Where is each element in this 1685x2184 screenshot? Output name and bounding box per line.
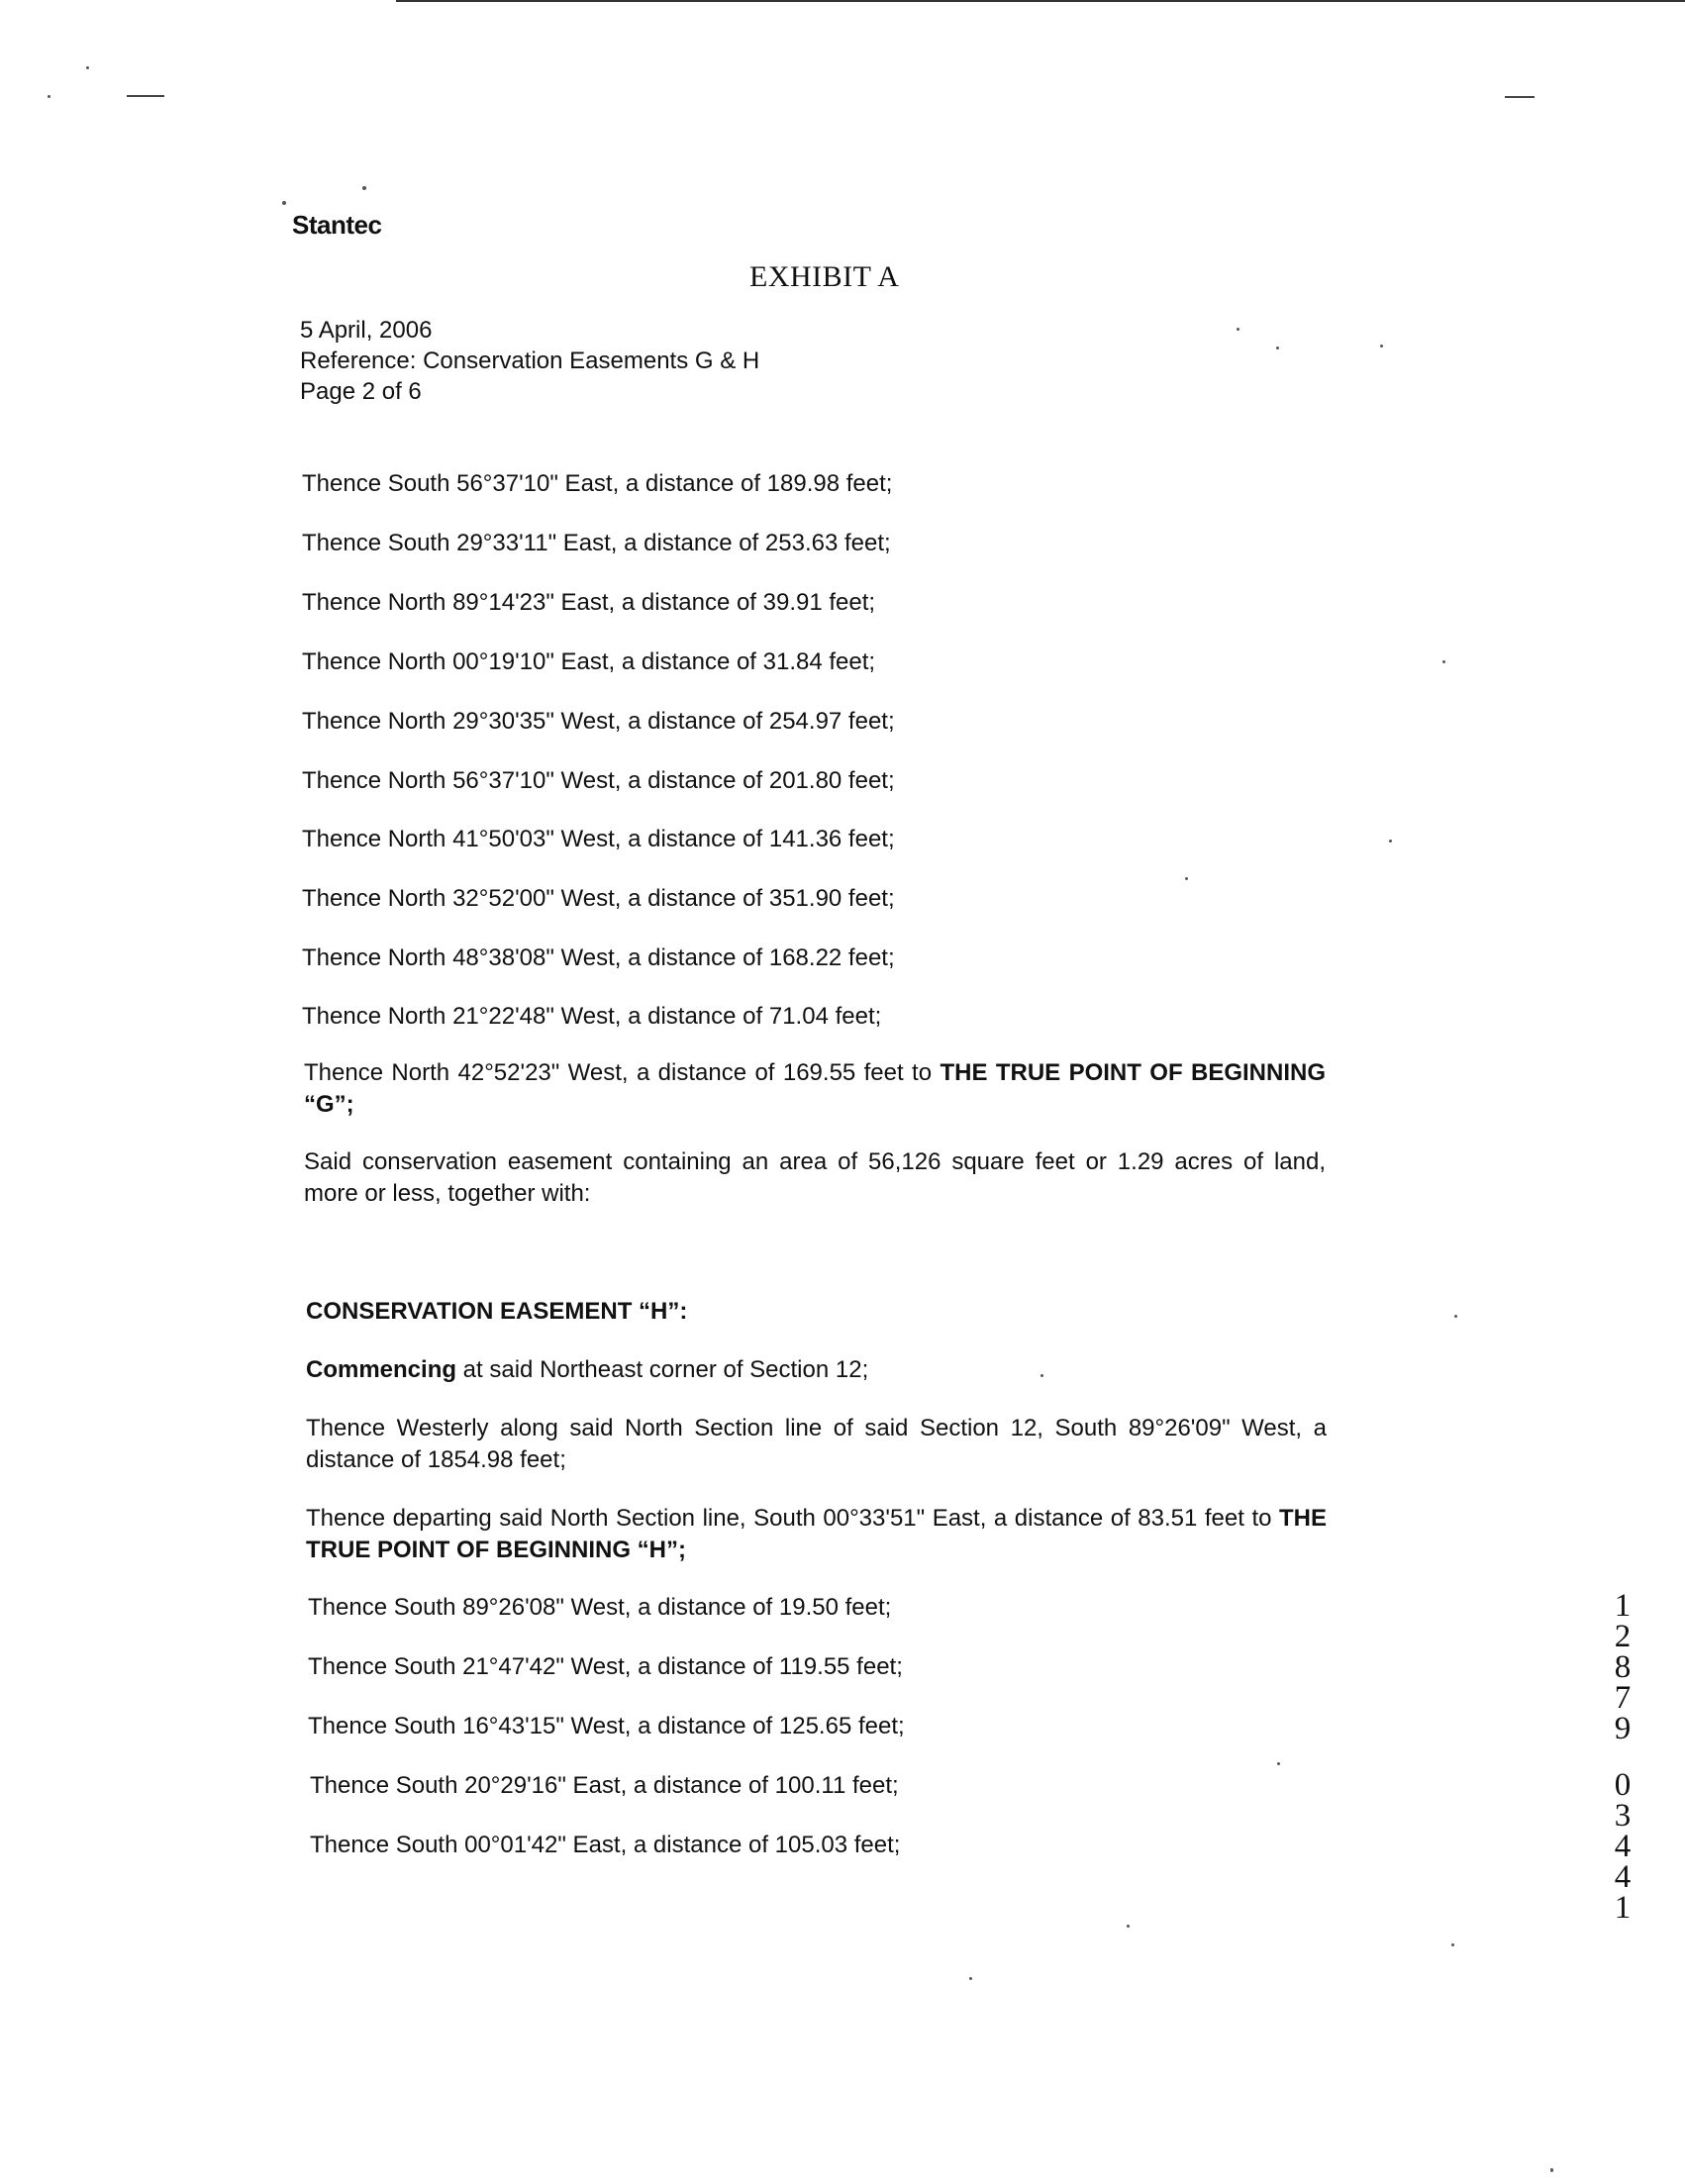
scan-artifact xyxy=(1451,1943,1454,1946)
course-line: Thence North 48°38'08" West, a distance of 168.22 feet; xyxy=(302,944,895,971)
scan-top-edge xyxy=(396,0,1685,2)
stamp-digit: 9 xyxy=(1614,1711,1632,1746)
scan-artifact xyxy=(1237,328,1239,331)
stamp-digit: 3 xyxy=(1614,1798,1632,1834)
course-line: Thence North 56°37'10" West, a distance of 201.80 feet; xyxy=(302,767,895,794)
stamp-digit: 1 xyxy=(1614,1890,1632,1926)
course-line: Thence South 16°43'15" West, a distance of 125.65 feet; xyxy=(308,1713,905,1739)
departing-text: Thence departing said North Section line, South 00°33'51" East, a distance of 83.51 feet to xyxy=(306,1505,1279,1532)
commencing-line xyxy=(306,1354,1331,1386)
departing-course xyxy=(306,1503,1327,1566)
scan-artifact xyxy=(1389,840,1392,843)
exhibit-title: EXHIBIT A xyxy=(749,260,900,293)
scan-artifact xyxy=(86,66,89,69)
scan-artifact xyxy=(1550,2168,1553,2172)
scan-artifact xyxy=(1505,96,1535,98)
scan-artifact xyxy=(1277,1762,1280,1765)
letter-date: 5 April, 2006 xyxy=(300,317,433,344)
scan-artifact xyxy=(969,1977,972,1980)
true-point-of-beginning-g: THE TRUE POINT OF BEGINNING “G”; xyxy=(304,1059,1327,1118)
final-course-g-text: Thence North 42°52'23" West, a distance of 169.55 feet to xyxy=(304,1059,941,1086)
stamp-digit: 4 xyxy=(1614,1829,1632,1864)
stamp-digit: 1 xyxy=(1614,1588,1632,1624)
course-line: Thence South 20°29'16" East, a distance of 100.11 feet; xyxy=(310,1772,899,1799)
area-statement-g: Said conservation easement containing an area of 56,126 square feet or 1.29 acres of land, more or less, together with: xyxy=(304,1148,1326,1207)
scan-artifact xyxy=(1041,1374,1043,1377)
easement-h-heading: CONSERVATION EASEMENT “H”: xyxy=(306,1298,688,1325)
course-line: Thence North 89°14'23" East, a distance of 39.91 feet; xyxy=(302,589,876,616)
scan-artifact xyxy=(1185,877,1188,880)
scan-artifact xyxy=(1454,1315,1457,1318)
course-line: Thence South 89°26'08" West, a distance of 19.50 feet; xyxy=(308,1594,892,1621)
stamp-digit: 2 xyxy=(1614,1619,1632,1654)
stamp-digit: 8 xyxy=(1614,1649,1632,1685)
letter-header xyxy=(300,315,759,407)
scan-artifact xyxy=(127,95,164,97)
course-line: Thence North 00°19'10" East, a distance of 31.84 feet; xyxy=(302,648,876,675)
company-logo: Stantec xyxy=(292,210,382,240)
course-line: Thence North 41°50'03" West, a distance of 141.36 feet; xyxy=(302,826,895,852)
course-line: Thence South 21°47'42" West, a distance of 119.55 feet; xyxy=(308,1653,903,1680)
scan-artifact xyxy=(1380,345,1383,347)
course-line: Thence North 32°52'00" West, a distance of 351.90 feet; xyxy=(302,885,895,912)
true-point-of-beginning-h: THE TRUE POINT OF BEGINNING “H”; xyxy=(306,1505,1327,1563)
scan-artifact xyxy=(1127,1925,1130,1928)
stamp-digit: 0 xyxy=(1614,1767,1632,1803)
letter-page-number: Page 2 of 6 xyxy=(300,378,422,405)
commencing-text: at said Northeast corner of Section 12; xyxy=(456,1356,869,1383)
final-course-g xyxy=(304,1057,1326,1121)
recording-number-stamp xyxy=(1606,1588,1639,1926)
scan-artifact xyxy=(1276,347,1279,349)
letter-reference: Reference: Conservation Easements G & H xyxy=(300,347,760,374)
westerly-course: Thence Westerly along said North Section line of said Section 12, South 89°26'09" West, a distance of 1854.98 feet; xyxy=(306,1415,1327,1473)
stamp-digit: 7 xyxy=(1614,1680,1632,1716)
scan-artifact xyxy=(282,201,286,205)
course-line: Thence South 56°37'10" East, a distance of 189.98 feet; xyxy=(302,470,893,497)
commencing-label: Commencing xyxy=(306,1356,457,1383)
course-line: Thence South 29°33'11" East, a distance of 253.63 feet; xyxy=(302,530,891,556)
scan-artifact xyxy=(362,186,366,190)
scan-artifact xyxy=(1442,660,1445,663)
scan-artifact xyxy=(48,95,50,98)
course-line: Thence North 29°30'35" West, a distance of 254.97 feet; xyxy=(302,708,895,735)
stamp-digit: 4 xyxy=(1614,1859,1632,1895)
course-line: Thence North 21°22'48" West, a distance of 71.04 feet; xyxy=(302,1003,882,1030)
course-line: Thence South 00°01'42" East, a distance of 105.03 feet; xyxy=(310,1832,901,1858)
